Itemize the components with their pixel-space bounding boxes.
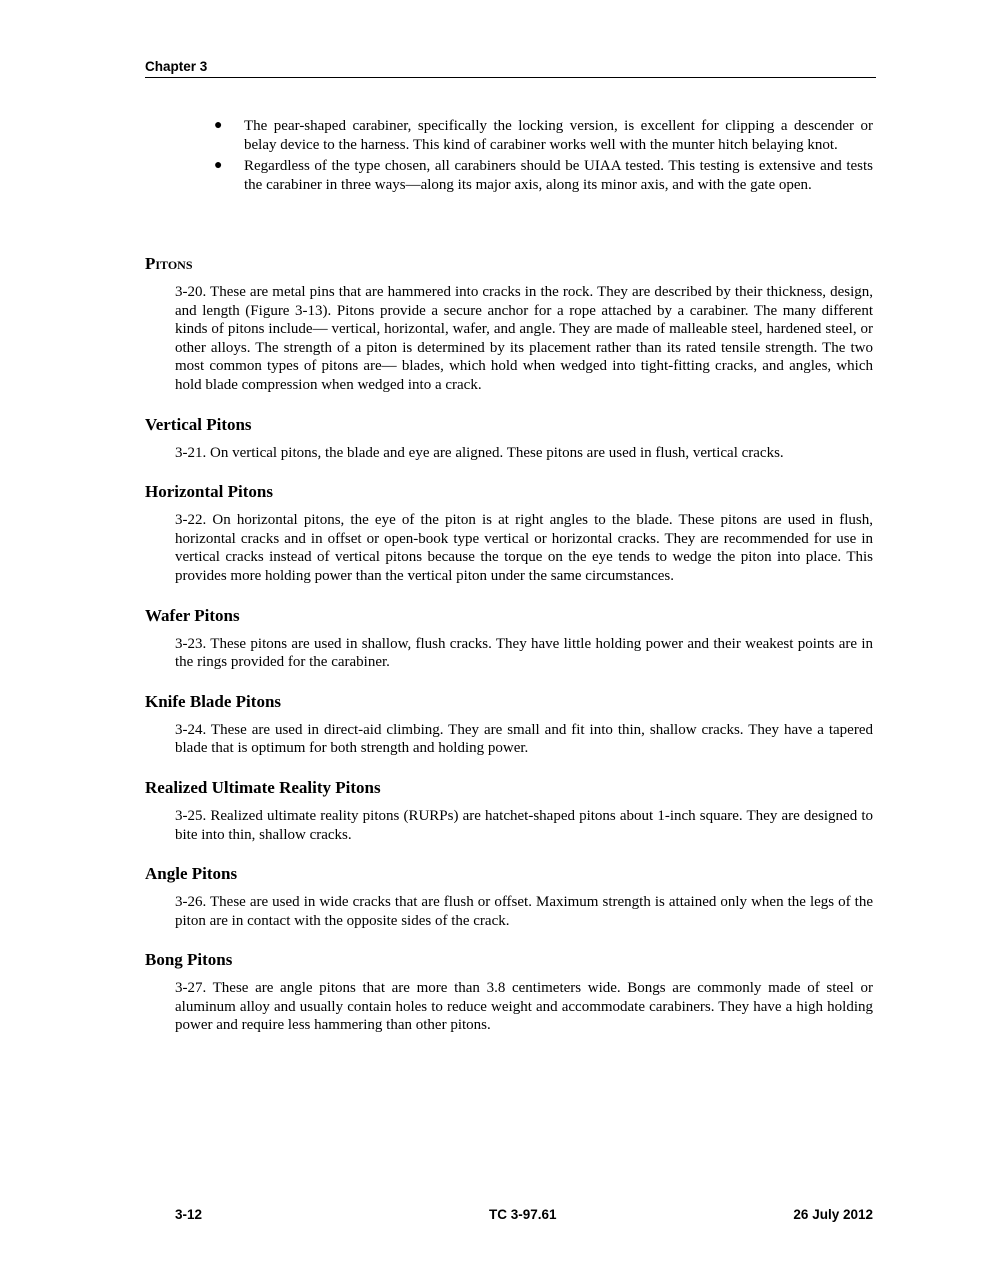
subheading-bong-pitons: Bong Pitons <box>145 950 233 970</box>
subheading-wafer-pitons: Wafer Pitons <box>145 605 240 625</box>
paragraph-3-21: 3-21. On vertical pitons, the blade and eye are aligned. These pitons are used in flush, vertical cracks. <box>175 444 784 461</box>
footer-page-number: 3-12 <box>175 1207 203 1222</box>
subheading-vertical-pitons: Vertical Pitons <box>145 414 252 434</box>
subheading-knife-blade-pitons: Knife Blade Pitons <box>145 691 282 711</box>
bullet-dot-icon: ● <box>214 118 223 133</box>
subheading-horizontal-pitons: Horizontal Pitons <box>145 482 273 502</box>
subheading-rurp-pitons: Realized Ultimate Reality Pitons <box>145 777 381 797</box>
bullet-text: Regardless of the type chosen, all carabiners should be UIAA tested. This testing is extensive and tests the carabiner in three ways—along its major axis, along its minor axis, and with the gate open. <box>244 158 873 193</box>
paragraph-3-24: 3-24. These are used in direct-aid climbing. They are small and fit into thin, shallow cracks. They have a tapered blade that is optimum for both strength and holding power. <box>175 721 873 757</box>
bullet-list <box>175 117 873 197</box>
bullet-text: The pear-shaped carabiner, specifically the locking version, is excellent for clipping a descender or belay device to the harness. This kind of carabiner works well with the munter hitch belaying knot. <box>244 118 873 153</box>
bullet-item <box>175 117 873 154</box>
footer-date: 26 July 2012 <box>793 1207 873 1222</box>
section-content <box>145 283 873 1035</box>
paragraph-3-27: 3-27. These are angle pitons that are more than 3.8 centimeters wide. Bongs are commonly made of steel or aluminum alloy and usually contain holes to reduce weight and accommodate carabiners. They have a high holding power and require less hammering than other pitons. <box>175 980 873 1034</box>
paragraph-3-25: 3-25. Realized ultimate reality pitons (RURPs) are hatchet-shaped pitons about 1-inch square. They are designed to bite into thin, shallow cracks. <box>175 807 873 843</box>
footer-document-id: TC 3-97.61 <box>489 1207 557 1222</box>
bullet-dot-icon: ● <box>214 158 223 174</box>
paragraph-3-26: 3-26. These are used in wide cracks that are flush or offset. Maximum strength is attained only when the legs of the piton are in contact with the opposite sides of the crack. <box>175 894 873 929</box>
paragraph-3-20: 3-20. These are metal pins that are hammered into cracks in the rock. They are described by their thickness, design, and length (Figure 3-13). Pitons provide a secure anchor for a rope attached by a carabiner. The many different kinds of pitons include— vertical, horizontal, wafer, and angle. They are made of malleable steel, hardened steel, or other alloys. The strength of a piton is determined by its placement rather than its rated tensile strength. The two most common types of pitons are— blades, which hold when wedged into tight-fitting cracks, and angles, which hold blade compression when wedged into a crack. <box>175 284 873 393</box>
bullet-item <box>175 157 873 194</box>
subheading-angle-pitons: Angle Pitons <box>145 864 238 884</box>
paragraph-3-23: 3-23. These pitons are used in shallow, flush cracks. They have little holding power and their weakest points are in the rings provided for the carabiner. <box>175 635 873 671</box>
paragraph-3-22: 3-22. On horizontal pitons, the eye of the piton is at right angles to the blade. These pitons are used in flush, horizontal cracks and in offset or open-book type vertical or horizontal cracks. They are recommended for use in vertical cracks instead of vertical pitons because the torque on the eye tends to wedge the piton into place. This provides more holding power than the vertical piton under the same circumstances. <box>175 512 873 584</box>
running-header: Chapter 3 <box>145 59 876 78</box>
section-title: Pitons <box>145 254 193 273</box>
